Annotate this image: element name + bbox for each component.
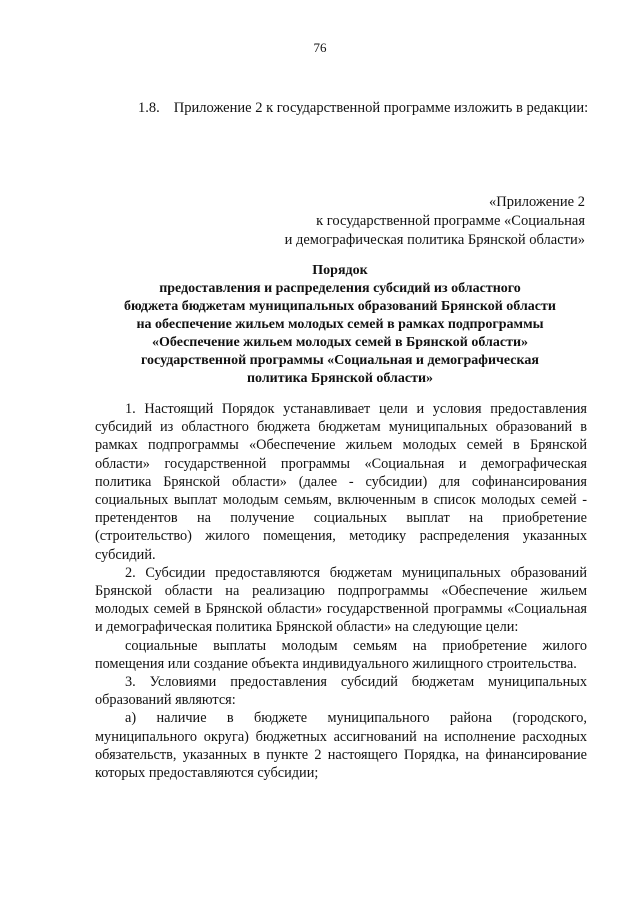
title-line: политика Брянской области» bbox=[246, 371, 434, 386]
document-title bbox=[95, 262, 585, 388]
title-line: бюджета бюджетам муниципальных образований Брянской области bbox=[124, 299, 556, 314]
appendix-header-line: и демографическая политика Брянской области» bbox=[284, 232, 585, 248]
paragraph-3-conditions: 3. Условиями предоставления субсидий бюджетам муниципальных образований являются: bbox=[95, 674, 587, 709]
appendix-header-line: к государственной программе «Социальная bbox=[316, 213, 585, 229]
title-line: «Обеспечение жильем молодых семей в Брянской области» bbox=[151, 335, 529, 350]
appendix-header-line: «Приложение 2 bbox=[489, 194, 585, 210]
amendment-number: 1.8. bbox=[138, 100, 160, 116]
title-line: предоставления и распределения субсидий из областного bbox=[159, 281, 521, 296]
amendment-text: Приложение 2 к государственной программе изложить в редакции: bbox=[173, 100, 589, 116]
paragraph-2-goal: социальные выплаты молодым семьям на приобретение жилого помещения или создание объекта индивидуального жилищного строительства. bbox=[95, 637, 587, 672]
title-line: государственной программы «Социальная и демографическая bbox=[141, 353, 539, 368]
title-line: на обеспечение жильем молодых семей в рамках подпрограммы bbox=[136, 317, 544, 332]
appendix-header bbox=[285, 193, 585, 250]
page-number: 76 bbox=[313, 40, 327, 55]
title-line: Порядок bbox=[312, 263, 368, 278]
amendment-intro bbox=[138, 100, 588, 117]
paragraph-2-subsidies: 2. Субсидии предоставляются бюджетам муниципальных образований Брянской области на реализацию подпрограммы «Обеспечение жильем молодых семей в Брянской области» государственной программы «Социальная и демографическая политика Брянской области» на следующие цели: bbox=[95, 564, 587, 636]
paragraph-1-purpose: 1. Настоящий Порядок устанавливает цели и условия предоставления субсидий из областного бюджета бюджетам муниципальных образований в рамках подпрограммы «Обеспечение жильем молодых семей в Брянской области» государственной программы «Социальная и демографическая политика Брянской области» (далее - субсидии) для софинансирования социальных выплат молодым семьям, включенным в список молодых семей - претендентов на получение социальных выплат на приобретение (строительство) жилого помещения, методику распределения указанных субсидий. bbox=[95, 401, 587, 563]
paragraph-3a-condition: а) наличие в бюджете муниципального района (городского, муниципального округа) бюджетных ассигнований на исполнение расходных обязательств, указанных в пункте 2 настоящего Порядка, на финансирование которых предоставляются субсидии; bbox=[95, 710, 587, 782]
document-body bbox=[95, 400, 587, 782]
